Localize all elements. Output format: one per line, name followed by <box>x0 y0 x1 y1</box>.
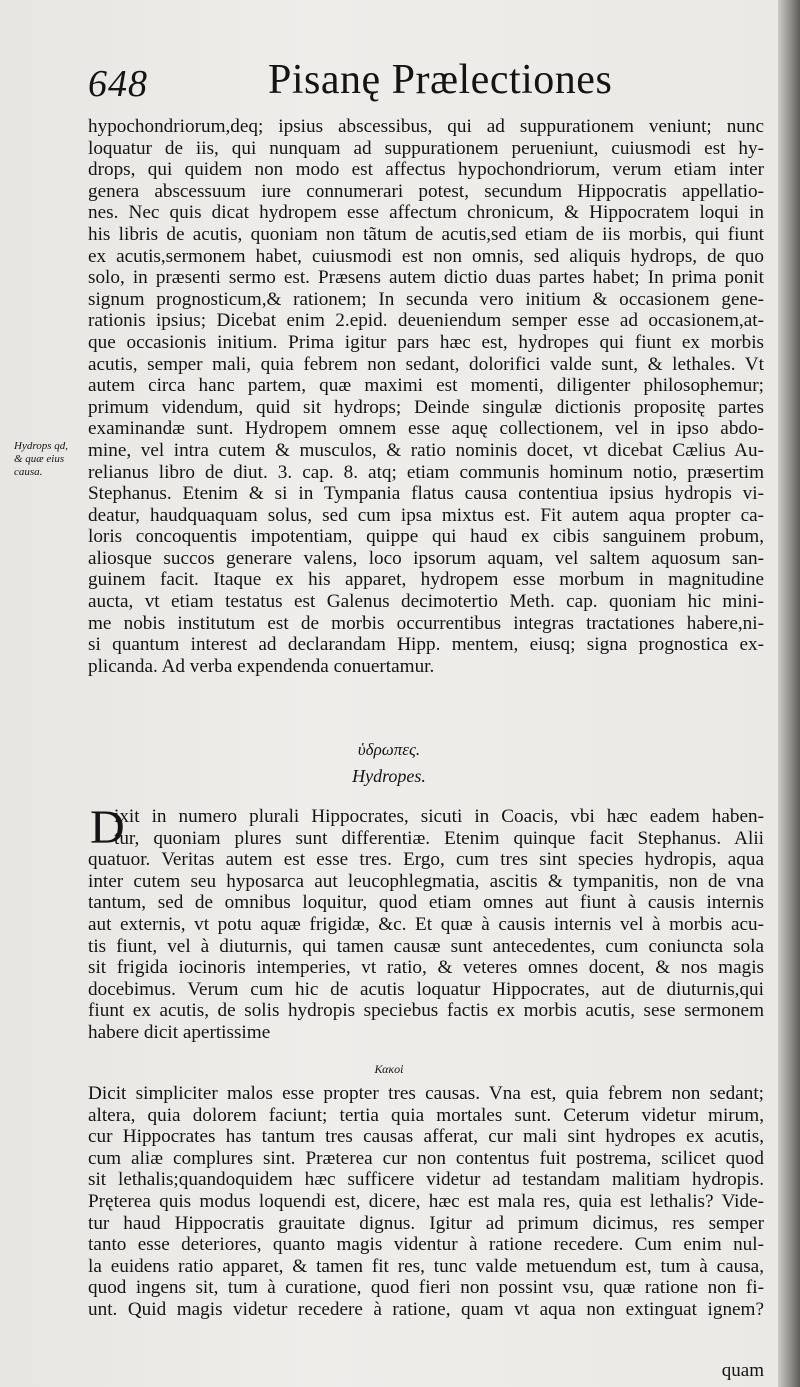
text-line: tur haud Hippocratis grauitate dignus. Igitur ad primum dicimus, res semper <box>88 1212 764 1234</box>
text-line: sit frigida iocinoris intemperies, vt ratio, & veteres omnes docent, & nos magis <box>88 957 764 979</box>
text-line: ixit in numero plurali Hippocrates, sicuti in Coacis, vbi hæc eadem haben- <box>114 806 764 827</box>
text-line: plicanda. Ad verba expendenda conuertamur. <box>88 655 435 677</box>
page-gutter-shadow <box>778 0 800 1387</box>
text-line: quatuor. Veritas autem est esse tres. Ergo, cum tres sint species hydropis, aqua <box>88 849 764 871</box>
text-line: genera abscessuum iure connumerari potest, secundum Hippocratis appellatio- <box>88 180 764 202</box>
catchword: quam <box>721 1360 764 1381</box>
text-line: habere dicit apertissime <box>88 1021 271 1043</box>
text-line: acutis, semper mali, quia febrem non sedant, dolorifici valde sunt, & lethales. Vt <box>88 353 764 375</box>
text-line: hypochondriorum,deq; ipsius abscessibus, qui ad suppurationem veniunt; nunc <box>88 116 764 137</box>
paragraph-2 <box>88 801 764 1044</box>
text-line: fiunt ex acutis, de solis hydropis speciebus factis ex morbis acutis, sese sermonem <box>88 1000 764 1022</box>
text-line: examinandæ sunt. Hydropem omnem esse aquę collectionem, vel in ipso abdo- <box>88 418 764 440</box>
text-line: autem circa hanc partem, quæ maximi est momenti, diligenter philosophemur; <box>88 375 764 397</box>
text-line: solo, in præsenti sermo est. Præsens autem dictio duas partes habet; In prima ponit <box>88 267 764 289</box>
margin-note-line: & quæ eius <box>14 453 65 465</box>
text-line: Dicit simpliciter malos esse propter tres causas. Vna est, quia febrem non sedant; <box>88 1083 764 1104</box>
text-line: que occasionis initium. Prima igitur pars hæc est, hydropes qui fiunt ex morbis <box>88 331 764 353</box>
text-line: me nobis institutum est de morbis occurrentibus integras tractationes habere,ni- <box>88 612 764 634</box>
running-title: Pisanę Prælectiones <box>268 57 613 103</box>
text-line: altera, quia dolorem faciunt; tertia quia mortales sunt. Ceterum videtur mirum, <box>88 1104 764 1126</box>
text-line: cum aliæ complures sint. Præterea cur non contentus fuit postrema, scilicet quod <box>88 1147 764 1169</box>
text-line: quod ingens sit, tum à curatione, quod fieri non possint vsu, quæ ratione non fi- <box>88 1277 764 1299</box>
text-line: si quantum interest ad declarandam Hipp. mentem, eiusq; signa prognostica ex- <box>88 634 764 656</box>
text-line: loris concoquentis impotentiam, quippe qui haud ex cibis sanguinem probum, <box>88 526 764 548</box>
greek-heading: ὑδρωπες. <box>357 740 421 759</box>
margin-note-line: causa. <box>14 466 43 478</box>
text-line: ex acutis,sermonem habet, cuiusmodi est non omnis, sed aliquis hydrops, de quo <box>88 245 764 267</box>
text-line: tur, quoniam plures sunt differentiæ. Etenim quinque facit Stephanus. Alii <box>114 827 764 849</box>
margin-note <box>14 440 84 479</box>
text-line: loquatur de iis, qui nunquam ad suppurationem perueniunt, cuiusmodi est hy- <box>88 137 764 159</box>
latin-heading: Hydropes. <box>352 766 426 786</box>
text-line: Pręterea quis modus loquendi est, dicere, hæc est mala res, quia est lethalis? Vide- <box>88 1190 764 1212</box>
paragraph-1 <box>88 116 764 677</box>
text-line: nes. Nec quis dicat hydropem esse affectum chronicum, & Hippocratem loqui in <box>88 202 764 224</box>
text-line: tantum, sed de omnibus loquitur, quod etiam omnes aut fiunt à causis internis <box>88 892 764 914</box>
text-line: unt. Quid magis videtur recedere à ratione, quam vt aqua non extinguat ignem? <box>88 1298 764 1320</box>
text-line: mine, vel intra cutem & musculos, & ratio nominis docet, vt dicebat Cælius Au- <box>88 439 764 461</box>
text-line: sit lethalis;quandoquidem hæc sufficere videtur ad testandam malitiam hydropis. <box>88 1169 764 1191</box>
text-line: la euidens ratio apparet, & tamen fit res, tunc valde metuendum est, tum à causa, <box>88 1255 764 1277</box>
text-line: Stephanus. Etenim & si in Tympania flatus causa contentiua ipsius hydropis vi- <box>88 483 764 505</box>
drop-cap: D <box>90 801 125 854</box>
text-line: tanto esse deteriores, quanto magis videntur à ratione recedere. Cum enim nul- <box>88 1234 764 1256</box>
greek-subheading: Κακοὶ <box>374 1062 404 1076</box>
text-line: docebimus. Verum cum hic de acutis loquatur Hippocrates, aut de diuturnis,qui <box>88 978 764 1000</box>
text-line: rationis ipsius; Dicebat enim 2.epid. deueniendum semper esse ad occasionem,at- <box>88 310 764 332</box>
paragraph-3 <box>88 1083 764 1321</box>
text-line: aliosque succos generare valens, loco ipsorum aquam, vel saltem aquosum san- <box>88 547 764 569</box>
text-line: signum prognosticum,& rationem; In secunda vero initium & occasionem gene- <box>88 288 764 310</box>
text-line: inter cutem seu hyposarca aut leucophlegmatia, ascitis & tympanitis, non de vna <box>88 870 764 892</box>
text-line: drops, qui quidem non modo est affectus hypochondriorum, verum etiam inter <box>88 159 764 181</box>
margin-note-line: Hydrops qd, <box>14 440 68 452</box>
text-line: aucta, vt etiam testatus est Galenus decimotertio Meth. cap. quoniam hic mini- <box>88 591 764 613</box>
text-line: deatur, haudquaquam solus, sed cum ipsa mixtus est. Fit autem aqua propter ca- <box>88 504 764 526</box>
text-line: primum videndum, quid sit hydrops; Deinde singulæ dictionis propositę partes <box>88 396 764 418</box>
text-line: tis fiunt, vel à diuturnis, qui tamen causæ sunt antecedentes, cum coniuncta sola <box>88 935 764 957</box>
text-line: relianus libro de diut. 3. cap. 8. atq; etiam communis hominum notio, præsertim <box>88 461 764 483</box>
text-line: aut externis, vt potu aquæ frigidæ, &c. Et quæ à causis internis vel à morbis acu- <box>88 913 764 935</box>
page-number: 648 <box>88 63 148 105</box>
text-line: cur Hippocrates has tantum tres causas afferat, cur mali sint hydropes ex acutis, <box>88 1126 764 1148</box>
text-line: guinem facit. Itaque ex his apparet, hydropem esse morbum in magnitudine <box>88 569 764 591</box>
text-line: his libris de acutis, quoniam non tãtum de acutis,sed etiam de iis morbis, qui fiunt <box>88 223 764 245</box>
page-header <box>88 56 768 116</box>
